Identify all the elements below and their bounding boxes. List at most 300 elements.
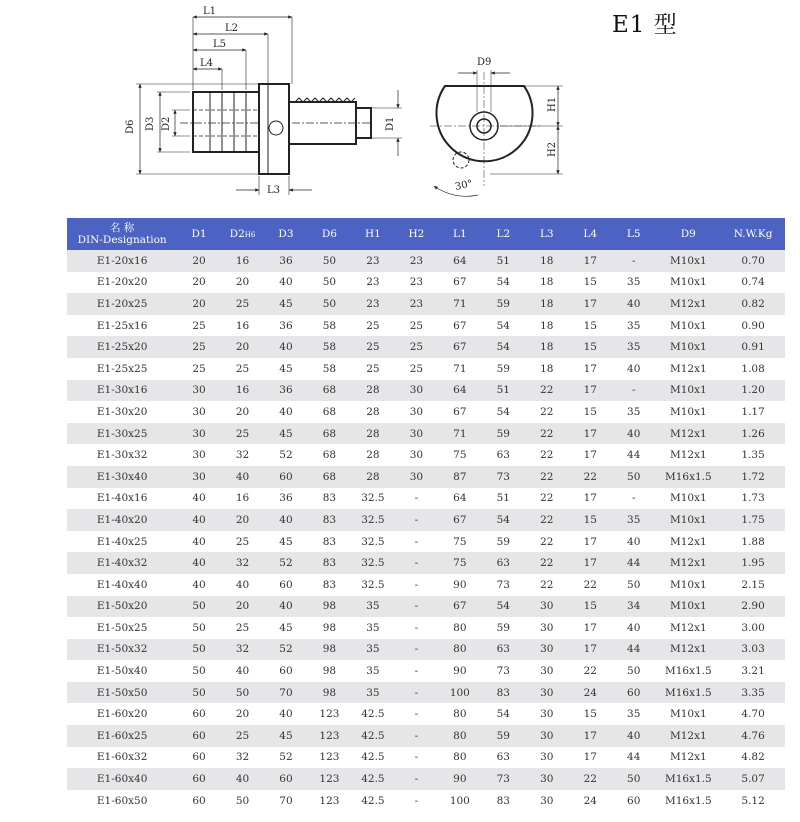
cell-l3: 30	[525, 703, 568, 725]
table-row	[67, 617, 785, 639]
cell-h2: -	[395, 552, 438, 574]
cell-d6: 98	[308, 596, 351, 618]
cell-designation: E1-60x40	[67, 768, 177, 790]
cell-l3: 18	[525, 336, 568, 358]
cell-l3: 22	[525, 552, 568, 574]
cell-d3: 36	[264, 250, 307, 272]
table-row	[67, 596, 785, 618]
cell-d1: 50	[177, 596, 220, 618]
cell-l5: 44	[612, 747, 655, 769]
cell-nwkg: 1.17	[721, 401, 785, 423]
cell-l5: 50	[612, 574, 655, 596]
cell-nwkg: 1.73	[721, 488, 785, 510]
cell-d1: 50	[177, 617, 220, 639]
cell-d9: M16x1.5	[655, 768, 721, 790]
cell-d9: M10x1	[655, 272, 721, 294]
cell-l1: 67	[438, 336, 481, 358]
cell-d2: 25	[221, 617, 264, 639]
cell-d2: 20	[221, 272, 264, 294]
cell-h2: 23	[395, 293, 438, 315]
cell-l1: 67	[438, 272, 481, 294]
cell-h1: 23	[351, 272, 394, 294]
cell-d2: 25	[221, 293, 264, 315]
table-row	[67, 444, 785, 466]
cell-l1: 64	[438, 380, 481, 402]
cell-l5: 60	[612, 790, 655, 812]
table-row	[67, 401, 785, 423]
cell-l2: 73	[482, 574, 525, 596]
table-row	[67, 250, 785, 272]
cell-d9: M12x1	[655, 639, 721, 661]
cell-designation: E1-40x20	[67, 509, 177, 531]
cell-d6: 50	[308, 293, 351, 315]
cell-l5: 44	[612, 444, 655, 466]
cell-h2: 30	[395, 401, 438, 423]
cell-l3: 30	[525, 617, 568, 639]
cell-designation: E1-20x25	[67, 293, 177, 315]
cell-d1: 60	[177, 725, 220, 747]
label-d9: D9	[477, 57, 492, 68]
table-row	[67, 380, 785, 402]
cell-h2: 30	[395, 444, 438, 466]
cell-l4: 15	[569, 703, 612, 725]
cell-l1: 100	[438, 682, 481, 704]
table-header-row	[67, 218, 785, 250]
cell-d2: 20	[221, 596, 264, 618]
cell-designation: E1-25x16	[67, 315, 177, 337]
cell-l2: 63	[482, 444, 525, 466]
cell-nwkg: 0.91	[721, 336, 785, 358]
cell-l2: 51	[482, 250, 525, 272]
cell-d2: 16	[221, 250, 264, 272]
cell-d3: 52	[264, 444, 307, 466]
cell-d1: 30	[177, 380, 220, 402]
cell-d9: M10x1	[655, 380, 721, 402]
cell-d1: 50	[177, 682, 220, 704]
cell-designation: E1-50x40	[67, 660, 177, 682]
cell-l4: 15	[569, 315, 612, 337]
cell-nwkg: 0.74	[721, 272, 785, 294]
cell-h2: 25	[395, 336, 438, 358]
label-l5: L5	[213, 39, 227, 50]
cell-l4: 15	[569, 272, 612, 294]
cell-d1: 40	[177, 509, 220, 531]
cell-d1: 20	[177, 272, 220, 294]
cell-nwkg: 1.35	[721, 444, 785, 466]
cell-nwkg: 5.07	[721, 768, 785, 790]
cell-nwkg: 3.21	[721, 660, 785, 682]
cell-h2: -	[395, 488, 438, 510]
cell-d9: M16x1.5	[655, 790, 721, 812]
table-body	[67, 250, 785, 811]
cell-l2: 51	[482, 488, 525, 510]
label-d3: D3	[145, 116, 156, 131]
cell-l2: 59	[482, 358, 525, 380]
cell-d6: 58	[308, 315, 351, 337]
cell-d1: 20	[177, 293, 220, 315]
cell-l3: 30	[525, 682, 568, 704]
cell-designation: E1-30x16	[67, 380, 177, 402]
table-row	[67, 315, 785, 337]
cell-d2: 20	[221, 509, 264, 531]
cell-l3: 22	[525, 444, 568, 466]
cell-l3: 18	[525, 250, 568, 272]
cell-l3: 22	[525, 574, 568, 596]
cell-h2: -	[395, 768, 438, 790]
cell-d2: 25	[221, 725, 264, 747]
cell-d3: 70	[264, 682, 307, 704]
cell-l2: 83	[482, 790, 525, 812]
cell-h2: 23	[395, 272, 438, 294]
label-d6: D6	[125, 119, 136, 134]
label-angle: 30°	[454, 178, 474, 193]
header-l1: L1	[438, 218, 481, 250]
cell-l1: 90	[438, 574, 481, 596]
table-row	[67, 725, 785, 747]
cell-d9: M12x1	[655, 552, 721, 574]
cell-d9: M10x1	[655, 703, 721, 725]
cell-d3: 40	[264, 596, 307, 618]
cell-l4: 17	[569, 639, 612, 661]
cell-l1: 67	[438, 509, 481, 531]
cell-l2: 63	[482, 747, 525, 769]
table-row	[67, 358, 785, 380]
cell-l1: 67	[438, 596, 481, 618]
cell-d2: 20	[221, 336, 264, 358]
cell-l4: 15	[569, 509, 612, 531]
cell-d3: 45	[264, 423, 307, 445]
cell-h1: 42.5	[351, 725, 394, 747]
cell-d3: 40	[264, 272, 307, 294]
cell-l5: 34	[612, 596, 655, 618]
table-row	[67, 336, 785, 358]
cell-l4: 17	[569, 747, 612, 769]
header-d3: D3	[264, 218, 307, 250]
cell-l5: 35	[612, 315, 655, 337]
cell-l4: 15	[569, 336, 612, 358]
cell-nwkg: 1.20	[721, 380, 785, 402]
cell-d6: 58	[308, 336, 351, 358]
cell-l2: 54	[482, 336, 525, 358]
table-row	[67, 466, 785, 488]
cell-l3: 22	[525, 509, 568, 531]
table-row	[67, 703, 785, 725]
cell-d2: 32	[221, 747, 264, 769]
cell-d3: 36	[264, 488, 307, 510]
cell-l2: 63	[482, 639, 525, 661]
header-nwkg: N.W.Kg	[721, 218, 785, 250]
table-row	[67, 682, 785, 704]
cell-l5: 40	[612, 423, 655, 445]
cell-l1: 87	[438, 466, 481, 488]
cell-d2: 50	[221, 790, 264, 812]
cell-d1: 30	[177, 401, 220, 423]
cell-nwkg: 2.90	[721, 596, 785, 618]
table-row	[67, 552, 785, 574]
cell-l3: 22	[525, 401, 568, 423]
cell-d1: 25	[177, 336, 220, 358]
cell-h1: 32.5	[351, 509, 394, 531]
cell-d3: 40	[264, 401, 307, 423]
cell-d6: 123	[308, 768, 351, 790]
cell-l3: 30	[525, 596, 568, 618]
cell-designation: E1-40x25	[67, 531, 177, 553]
cell-l3: 30	[525, 790, 568, 812]
cell-h1: 25	[351, 358, 394, 380]
label-l3: L3	[267, 185, 281, 196]
cell-l5: 40	[612, 531, 655, 553]
cell-h1: 25	[351, 315, 394, 337]
table-row	[67, 790, 785, 812]
cell-l2: 59	[482, 531, 525, 553]
cell-h1: 35	[351, 639, 394, 661]
label-d1: D1	[385, 116, 396, 131]
cell-l1: 64	[438, 250, 481, 272]
cell-l1: 71	[438, 423, 481, 445]
cell-d3: 45	[264, 617, 307, 639]
cell-l2: 73	[482, 466, 525, 488]
cell-l4: 17	[569, 531, 612, 553]
cell-d6: 83	[308, 531, 351, 553]
cell-d2: 25	[221, 423, 264, 445]
cell-l4: 15	[569, 401, 612, 423]
cell-l3: 22	[525, 423, 568, 445]
cell-designation: E1-60x50	[67, 790, 177, 812]
cell-d1: 30	[177, 444, 220, 466]
cell-d6: 58	[308, 358, 351, 380]
cell-nwkg: 1.08	[721, 358, 785, 380]
cell-designation: E1-50x50	[67, 682, 177, 704]
cell-h2: 30	[395, 423, 438, 445]
cell-h2: -	[395, 531, 438, 553]
header-l4: L4	[569, 218, 612, 250]
cell-nwkg: 3.00	[721, 617, 785, 639]
cell-l4: 17	[569, 488, 612, 510]
cell-d3: 60	[264, 574, 307, 596]
cell-designation: E1-50x32	[67, 639, 177, 661]
cell-l3: 30	[525, 747, 568, 769]
label-h1: H1	[547, 96, 558, 112]
cell-h1: 23	[351, 293, 394, 315]
cell-nwkg: 4.82	[721, 747, 785, 769]
cell-l5: 50	[612, 660, 655, 682]
cell-d3: 40	[264, 703, 307, 725]
cell-d9: M12x1	[655, 293, 721, 315]
cell-l3: 30	[525, 660, 568, 682]
cell-l3: 30	[525, 725, 568, 747]
cell-l4: 17	[569, 358, 612, 380]
cell-designation: E1-30x40	[67, 466, 177, 488]
cell-d3: 40	[264, 336, 307, 358]
cell-d9: M10x1	[655, 315, 721, 337]
cell-d2: 16	[221, 380, 264, 402]
cell-h2: -	[395, 747, 438, 769]
cell-h1: 28	[351, 466, 394, 488]
cell-l5: 40	[612, 358, 655, 380]
cell-l4: 17	[569, 725, 612, 747]
cell-d6: 68	[308, 423, 351, 445]
cell-h2: 30	[395, 466, 438, 488]
cell-l1: 80	[438, 617, 481, 639]
cell-d6: 83	[308, 552, 351, 574]
cell-h1: 28	[351, 380, 394, 402]
end-view	[430, 70, 563, 196]
cell-nwkg: 0.70	[721, 250, 785, 272]
cell-h1: 28	[351, 401, 394, 423]
label-l2: L2	[225, 23, 239, 34]
cell-designation: E1-25x20	[67, 336, 177, 358]
cell-d9: M10x1	[655, 488, 721, 510]
cell-nwkg: 1.75	[721, 509, 785, 531]
cell-nwkg: 5.12	[721, 790, 785, 812]
cell-d9: M10x1	[655, 336, 721, 358]
cell-l3: 22	[525, 531, 568, 553]
cell-d1: 40	[177, 552, 220, 574]
cell-nwkg: 4.76	[721, 725, 785, 747]
cell-l1: 90	[438, 660, 481, 682]
header-d9: D9	[655, 218, 721, 250]
cell-d6: 83	[308, 488, 351, 510]
header-d2: D2H6	[221, 218, 264, 250]
cell-nwkg: 4.70	[721, 703, 785, 725]
cell-h2: 25	[395, 315, 438, 337]
cell-d3: 52	[264, 747, 307, 769]
label-l4: L4	[200, 58, 214, 69]
cell-d1: 50	[177, 639, 220, 661]
cell-d2: 25	[221, 358, 264, 380]
cell-l3: 22	[525, 488, 568, 510]
cell-l2: 83	[482, 682, 525, 704]
cell-d6: 68	[308, 380, 351, 402]
table-row	[67, 747, 785, 769]
cell-d2: 40	[221, 466, 264, 488]
header-l3: L3	[525, 218, 568, 250]
table-row	[67, 660, 785, 682]
label-l1: L1	[203, 6, 217, 17]
cell-h1: 32.5	[351, 531, 394, 553]
technical-drawing	[0, 0, 800, 215]
cell-d2: 20	[221, 401, 264, 423]
cell-l3: 18	[525, 315, 568, 337]
cell-d1: 30	[177, 423, 220, 445]
cell-h2: 23	[395, 250, 438, 272]
header-h2: H2	[395, 218, 438, 250]
cell-d1: 25	[177, 315, 220, 337]
table-row	[67, 768, 785, 790]
cell-d9: M10x1	[655, 596, 721, 618]
cell-l1: 80	[438, 747, 481, 769]
cell-d9: M12x1	[655, 747, 721, 769]
cell-l4: 15	[569, 596, 612, 618]
cell-designation: E1-60x32	[67, 747, 177, 769]
cell-l4: 17	[569, 552, 612, 574]
table-row	[67, 531, 785, 553]
cell-designation: E1-50x20	[67, 596, 177, 618]
cell-d9: M12x1	[655, 617, 721, 639]
cell-d2: 50	[221, 682, 264, 704]
cell-l5: 50	[612, 466, 655, 488]
cell-designation: E1-30x32	[67, 444, 177, 466]
cell-l4: 17	[569, 380, 612, 402]
cell-d3: 45	[264, 293, 307, 315]
cell-l3: 18	[525, 358, 568, 380]
cell-nwkg: 1.72	[721, 466, 785, 488]
cell-h1: 28	[351, 423, 394, 445]
cell-d9: M10x1	[655, 401, 721, 423]
header-name-cn: 名 称	[109, 222, 135, 234]
cell-l5: 40	[612, 293, 655, 315]
cell-h1: 25	[351, 336, 394, 358]
cell-h1: 42.5	[351, 790, 394, 812]
cell-d9: M12x1	[655, 423, 721, 445]
cell-l5: 50	[612, 768, 655, 790]
cell-d6: 123	[308, 725, 351, 747]
cell-d9: M12x1	[655, 725, 721, 747]
cell-l4: 17	[569, 444, 612, 466]
cell-l1: 80	[438, 725, 481, 747]
cell-d6: 123	[308, 703, 351, 725]
cell-h1: 42.5	[351, 747, 394, 769]
table-row	[67, 574, 785, 596]
cell-designation: E1-60x25	[67, 725, 177, 747]
cell-l5: 35	[612, 703, 655, 725]
cell-d3: 45	[264, 358, 307, 380]
cell-d3: 40	[264, 509, 307, 531]
cell-l3: 30	[525, 768, 568, 790]
cell-d3: 45	[264, 725, 307, 747]
cell-h2: 30	[395, 380, 438, 402]
cell-designation: E1-60x20	[67, 703, 177, 725]
cell-l2: 59	[482, 617, 525, 639]
cell-d6: 50	[308, 250, 351, 272]
cell-d1: 40	[177, 531, 220, 553]
cell-nwkg: 0.82	[721, 293, 785, 315]
cell-d9: M10x1	[655, 574, 721, 596]
cell-d1: 40	[177, 488, 220, 510]
cell-l1: 71	[438, 293, 481, 315]
cell-d9: M16x1.5	[655, 682, 721, 704]
cell-nwkg: 1.95	[721, 552, 785, 574]
cell-designation: E1-25x25	[67, 358, 177, 380]
cell-h2: -	[395, 682, 438, 704]
cell-l3: 30	[525, 639, 568, 661]
cell-nwkg: 3.03	[721, 639, 785, 661]
cell-l4: 17	[569, 293, 612, 315]
cell-l5: 35	[612, 272, 655, 294]
cell-d6: 98	[308, 660, 351, 682]
cell-l2: 54	[482, 509, 525, 531]
cell-l1: 75	[438, 444, 481, 466]
label-h2: H2	[547, 141, 558, 157]
cell-d2: 20	[221, 703, 264, 725]
cell-d2: 40	[221, 660, 264, 682]
header-l2: L2	[482, 218, 525, 250]
table-row	[67, 293, 785, 315]
cell-h1: 32.5	[351, 488, 394, 510]
cell-l4: 22	[569, 466, 612, 488]
cell-nwkg: 0.90	[721, 315, 785, 337]
cell-d3: 70	[264, 790, 307, 812]
cell-d9: M12x1	[655, 531, 721, 553]
table-row	[67, 272, 785, 294]
cell-d6: 123	[308, 747, 351, 769]
cell-d9: M10x1	[655, 250, 721, 272]
cell-d2: 16	[221, 315, 264, 337]
cell-h2: -	[395, 509, 438, 531]
cell-l2: 54	[482, 703, 525, 725]
header-h1: H1	[351, 218, 394, 250]
cell-l5: 60	[612, 682, 655, 704]
